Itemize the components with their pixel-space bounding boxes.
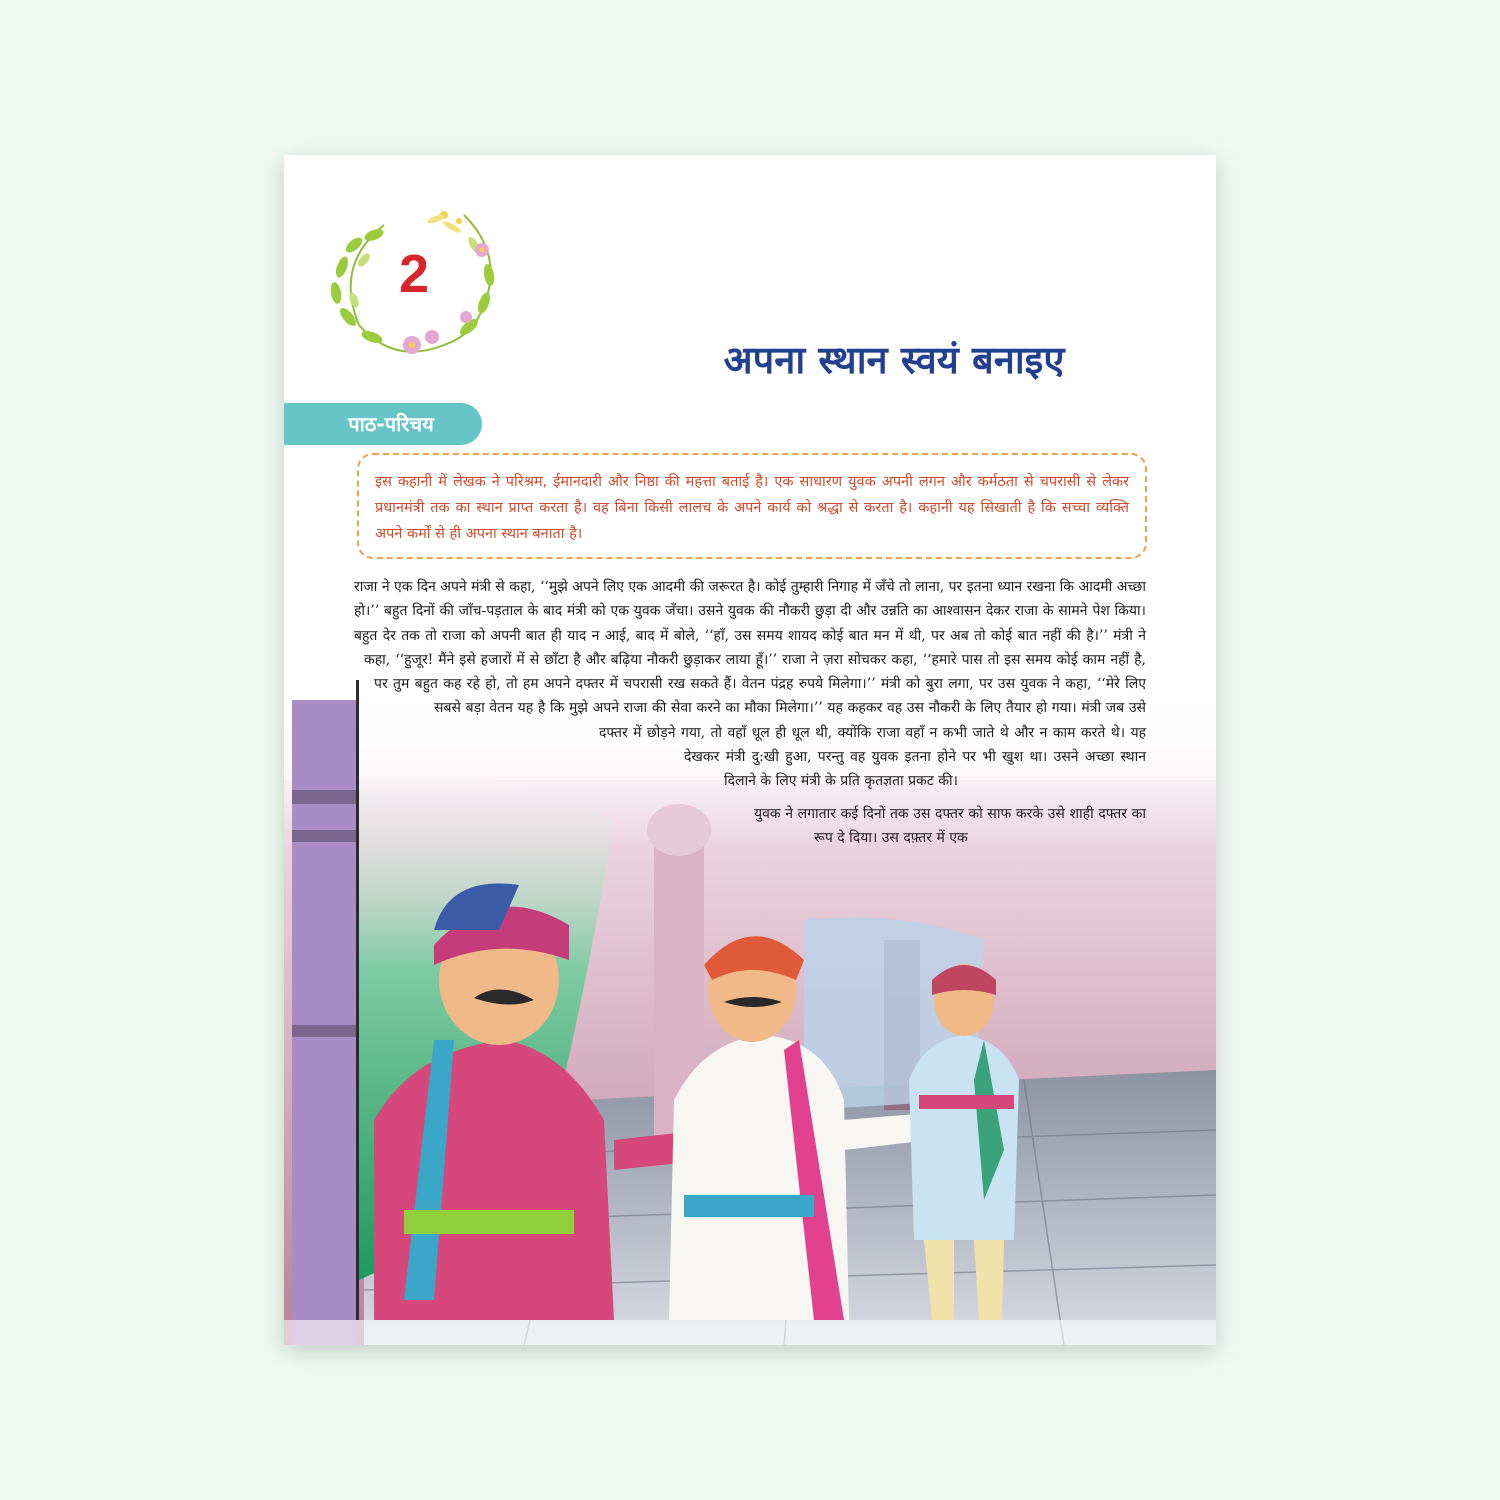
chapter-number: 2 (398, 244, 430, 304)
intro-text: इस कहानी में लेखक ने परिश्रम, ईमानदारी और निष्ठा की महत्ता बताई है। एक साधारण युवक अपनी लगन और कर्मठता से चपरासी से लेकर प्रधानमंत्री तक का स्थान प्राप्त करता है। वह बिना किसी लालच के अपने कार्य को श्रद्धा से करता है। कहानी यह सिखाती है कि सच्चा व्यक्ति अपने कर्मों से ही अपना स्थान बनाता है। (375, 474, 1129, 542)
chapter-title: अपना स्थान स्वयं बनाइए (723, 338, 1065, 382)
intro-box (357, 453, 1147, 559)
intro-heading: पाठ-परिचय (284, 403, 482, 445)
story-text (354, 575, 1146, 1038)
story-paragraph-2: युवक ने लगातार कई दिनों तक उस दफ्तर को साफ करके उसे शाही दफ्तर का रूप दे दिया। उस दफ़्तर में एक (754, 805, 1146, 846)
textbook-page (284, 155, 1216, 1345)
story-paragraph-1: राजा ने एक दिन अपने मंत्री से कहा, ‘‘मुझे अपने लिए एक आदमी की जरूरत है। कोई तुम्हारी निगाह में जँचे तो लाना, पर इतना ध्यान रखना कि आदमी अच्छा हो।’’ बहुत दिनों की जाँच-पड़ताल के बाद मंत्री को एक युवक जँचा। उसने युवक की नौकरी छुड़ा दी और उन्नति का आश्वासन देकर राजा के सामने पेश किया। बहुत देर तक तो राजा को अपनी बात ही याद न आई, बाद में बोले, ‘‘हाँ, उस समय शायद कोई बात मन में थी, पर अब तो कोई बात नहीं की है।’’ मंत्री ने कहा, ‘‘हुजूर! मैंने इसे हजारों में से छाँटा है और बढ़िया नौकरी छुड़ाकर लाया हूँ।’’ राजा ने ज़रा सोचकर कहा, ‘‘हमारे पास तो इस समय कोई काम नहीं है, पर तुम बहुत कह रहे हो, तो हम अपने दफ्तर में चपरासी रख सकते हैं। वेतन पंद्रह रुपये मिलेगा।’’ मंत्री को बुरा लगा, पर उस युवक ने कहा, ‘‘मेरे लिए सबसे बड़ा वेतन यह है कि मुझे अपने राजा की सेवा करने का मौका मिलेगा।’’ यह कहकर वह उस नौकरी के लिए तैयार हो गया। मंत्री जब उसे दफ्तर में छोड़ने गया, तो वहाँ धूल ही धूल थी, क्योंकि राजा वहाँ न कभी जाते थे और न काम करते थे। यह देखकर मंत्री दु:खी हुआ, परन्तु वह युवक इतना होने पर भी खुश था। उसने अच्छा स्थान दिलाने के लिए मंत्री के प्रति कृतज्ञता प्रकट की। (354, 579, 1146, 790)
